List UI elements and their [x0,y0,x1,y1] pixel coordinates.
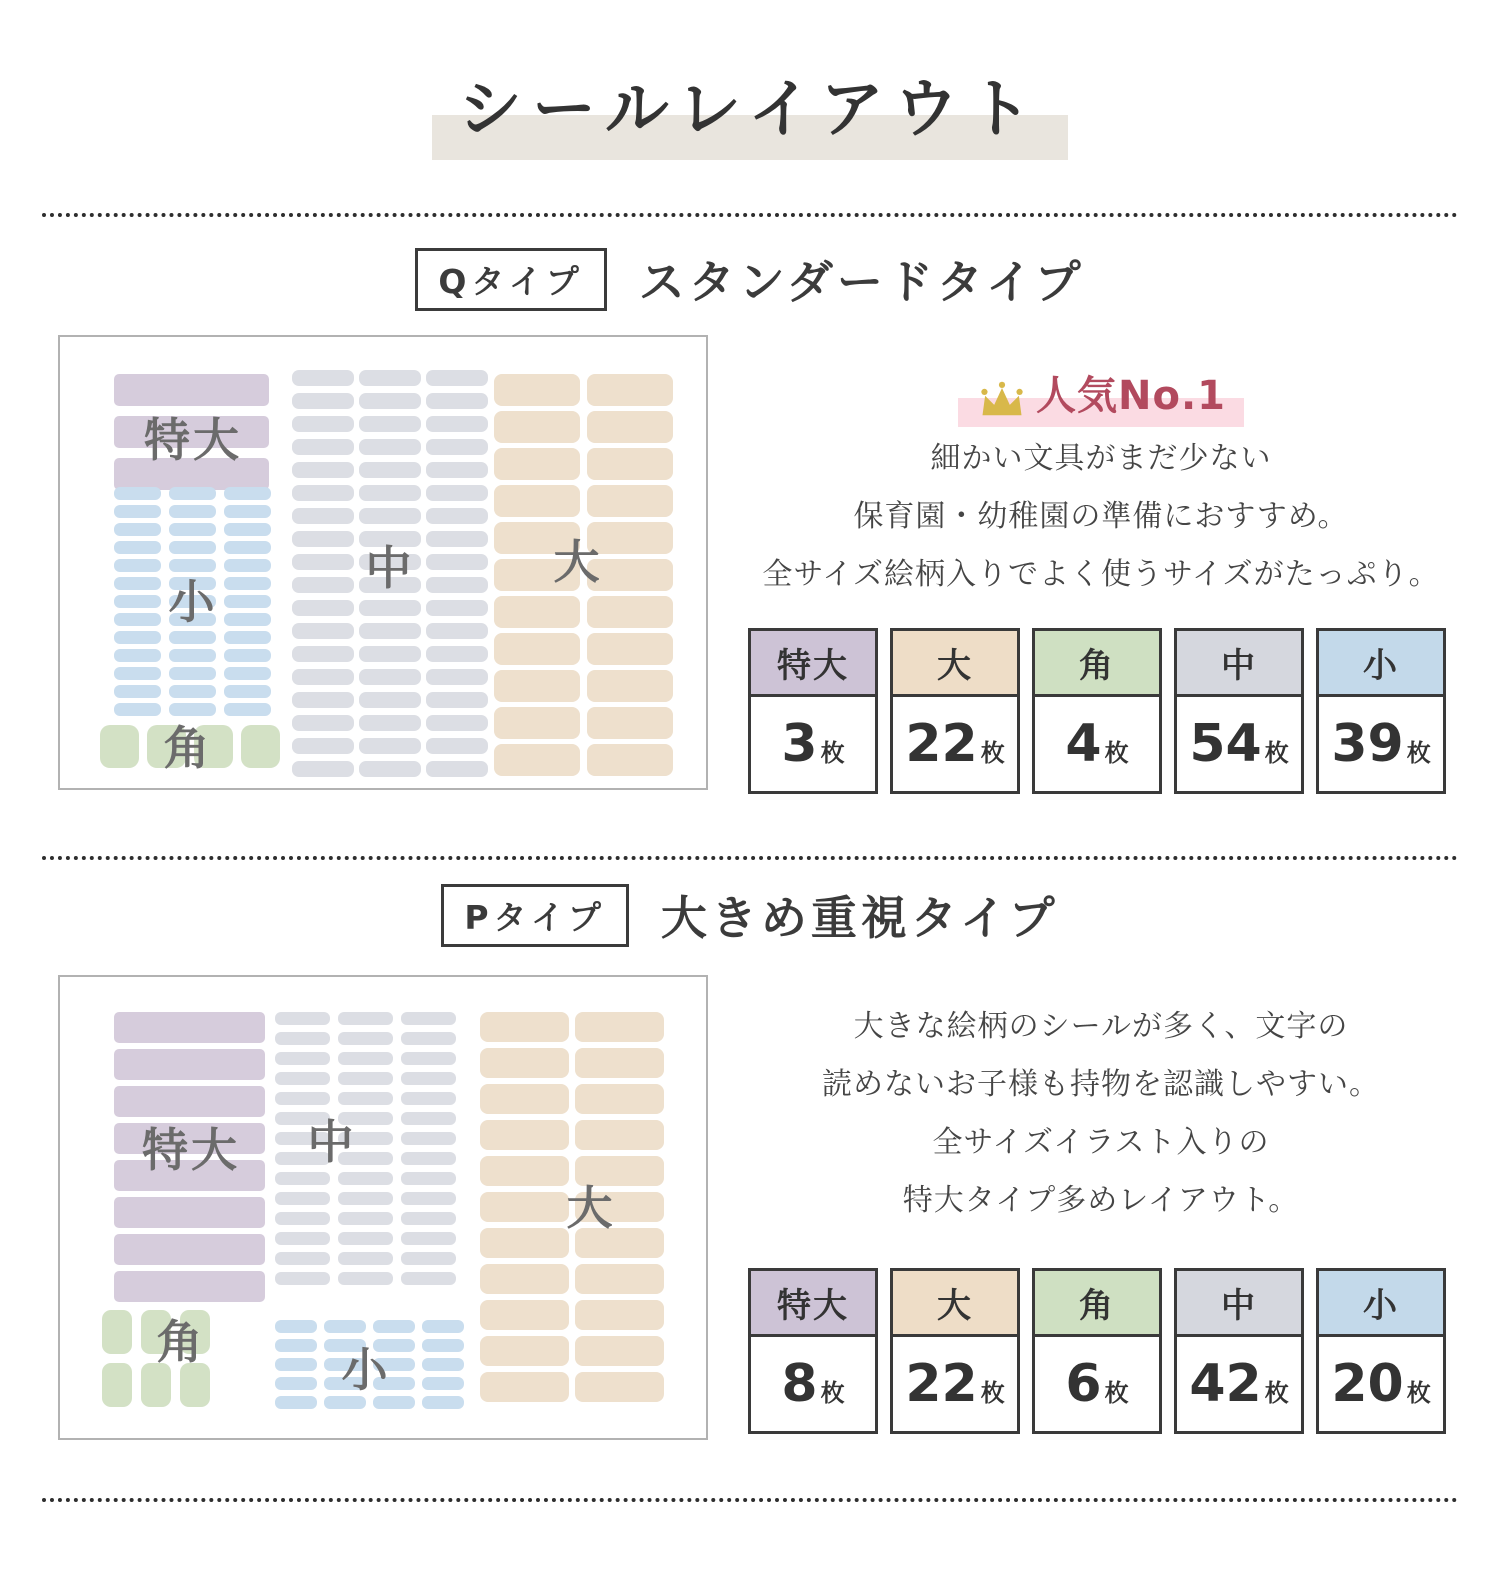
sticker-cell [292,761,354,777]
sticker-cell [169,685,216,698]
size-unit: 枚 [1104,1379,1129,1407]
sticker-cell [114,613,161,626]
sticker-cell [114,505,161,518]
sticker-cell [575,1372,664,1402]
sticker-cell [426,623,488,639]
size-unit: 枚 [820,1379,845,1407]
sticker-cell [338,1252,393,1265]
diagram-label: 小 [341,1343,391,1397]
sticker-cell [494,448,580,480]
description-line: 保育園・幼稚園の準備におすすめ。 [853,499,1349,534]
size-unit: 枚 [1104,739,1129,767]
size-cell-l [890,628,1020,794]
sticker-cell [426,531,488,547]
size-count: 4 [1065,714,1102,774]
sticker-cell [426,370,488,386]
sticker-cell [338,1172,393,1185]
sticker-cell [422,1320,464,1333]
sticker-cell [224,685,271,698]
sticker-cell [426,462,488,478]
sticker-cell [401,1152,456,1165]
size-cell-header: 小 [1319,1271,1443,1337]
sticker-cell [426,646,488,662]
sticker-cell [275,1212,330,1225]
sticker-cell [401,1012,456,1025]
section-p-heading-row [0,882,1500,948]
sticker-cell [292,416,354,432]
sticker-cell [114,703,161,716]
size-cell-header: 中 [1177,631,1301,697]
sticker-cell [480,1048,569,1078]
sticker-cell [359,738,421,754]
diagram-label: 特大 [142,1123,240,1177]
sticker-cell [224,667,271,680]
sticker-cell [426,600,488,616]
sticker-cell [480,1264,569,1294]
dotted-divider [42,856,1458,860]
size-cell-body [1177,1337,1301,1431]
sticker-cell [494,670,580,702]
sticker-cell [494,744,580,776]
sticker-cell [401,1092,456,1105]
sticker-cell [359,508,421,524]
sticker-cell [587,411,673,443]
size-count: 8 [781,1354,818,1414]
diagram-label: 角 [156,1315,206,1369]
sticker-cell [401,1252,456,1265]
size-unit: 枚 [980,1379,1005,1407]
section-q-heading-row [0,246,1500,312]
size-cell-header: 小 [1319,631,1443,697]
sticker-cell [114,1012,265,1043]
diagram-label: 中 [365,541,415,595]
sticker-cell [224,703,271,716]
sticker-cell [292,508,354,524]
sticker-cell [422,1339,464,1352]
size-cell-body [1319,1337,1443,1431]
popular-badge-label: 人気No.1 [1036,373,1226,419]
sticker-cell [292,692,354,708]
sticker-cell [275,1339,317,1352]
sticker-cell [338,1192,393,1205]
sticker-cell [338,1012,393,1025]
description-line: 大きな絵柄のシールが多く、文字の [853,1009,1349,1044]
sticker-cell [292,439,354,455]
sticker-cell [292,600,354,616]
size-cell-body [1177,697,1301,791]
sticker-cell [169,487,216,500]
sticker-cell [494,633,580,665]
sticker-cell [426,508,488,524]
sticker-cell [114,374,269,406]
sticker-cell [114,1086,265,1117]
size-cell-body [893,1337,1017,1431]
sticker-cell [401,1052,456,1065]
sticker-cell [587,596,673,628]
size-count: 22 [905,714,978,774]
sticker-cell [114,1049,265,1080]
sticker-cell [401,1272,456,1285]
popular-badge [958,364,1244,427]
sticker-cell [114,1271,265,1302]
sticker-cell [422,1396,464,1409]
sticker-cell [114,1234,265,1265]
sticker-cell [275,1072,330,1085]
sticker-cell [275,1358,317,1371]
sticker-cell [114,685,161,698]
size-cell-sq [1032,1268,1162,1434]
sticker-cell [275,1052,330,1065]
size-count: 39 [1331,714,1404,774]
sticker-cell [292,646,354,662]
sticker-cell [275,1272,330,1285]
sticker-cell [587,485,673,517]
sticker-cell [275,1232,330,1245]
sticker-cell [575,1120,664,1150]
size-cell-body [1035,697,1159,791]
sticker-cell [114,487,161,500]
page-title: シールレイアウト [432,58,1068,160]
sticker-cell [275,1032,330,1045]
sticker-cell [401,1112,456,1125]
sticker-cell [102,1363,132,1407]
sticker-cell [587,633,673,665]
description-line: 読めないお子様も持物を認識しやすい。 [822,1067,1380,1102]
sticker-cell [480,1336,569,1366]
type-badge-p: Pタイプ [441,884,629,947]
sticker-cell [426,554,488,570]
sticker-cell [359,485,421,501]
sticker-cell [338,1032,393,1045]
sticker-cell [359,439,421,455]
description-line: 細かい文具がまだ少ない [930,441,1272,476]
size-count: 20 [1331,1354,1404,1414]
diagram-label: 特大 [144,413,242,467]
sticker-cell [359,715,421,731]
sticker-cell [426,692,488,708]
sticker-cell [275,1252,330,1265]
diagram-label: 大 [566,1181,616,1235]
size-cell-header: 特大 [751,1271,875,1337]
sticker-cell [114,631,161,644]
size-cell-sq [1032,628,1162,794]
dotted-divider [42,213,1458,217]
sticker-cell [401,1212,456,1225]
size-unit: 枚 [1406,739,1431,767]
sticker-cell [224,559,271,572]
sticker-cell [587,670,673,702]
sticker-cell [224,595,271,608]
sticker-cell [338,1212,393,1225]
sticker-cell [401,1072,456,1085]
sticker-cell [575,1264,664,1294]
sticker-cell [338,1072,393,1085]
description-line: 全サイズ絵柄入りでよく使うサイズがたっぷり。 [762,557,1440,592]
sticker-cell [275,1092,330,1105]
sticker-cell [359,600,421,616]
sticker-cell [359,646,421,662]
size-cell-header: 特大 [751,631,875,697]
sticker-cell [359,393,421,409]
sticker-cell [359,370,421,386]
sticker-cell [224,487,271,500]
size-cell-m [1174,628,1304,794]
sticker-cell [401,1172,456,1185]
sticker-cell [426,738,488,754]
sticker-cell [100,725,139,768]
size-cell-body [1035,1337,1159,1431]
sticker-cell [292,531,354,547]
size-cell-body [751,697,875,791]
sticker-cell [494,411,580,443]
sticker-cell [494,707,580,739]
size-unit: 枚 [820,739,845,767]
sticker-cell [587,448,673,480]
sticker-cell [575,1084,664,1114]
sticker-cell [480,1228,569,1258]
sticker-cell [292,715,354,731]
sticker-cell [292,370,354,386]
sticker-cell [480,1156,569,1186]
sticker-cell [426,416,488,432]
diagram-p [58,975,708,1440]
sticker-cell [480,1192,569,1222]
sticker-cell [494,485,580,517]
size-cell-header: 角 [1035,1271,1159,1337]
size-cell-xl [748,628,878,794]
diagram-label: 大 [553,535,603,589]
diagram-label: 小 [168,575,218,629]
sticker-cell [114,649,161,662]
diagram-label: 角 [163,721,213,775]
sticker-cell [359,669,421,685]
sticker-cell [480,1012,569,1042]
sticker-cell [426,485,488,501]
sticker-cell [422,1358,464,1371]
section-q-heading: スタンダードタイプ [638,255,1085,309]
size-unit: 枚 [980,739,1005,767]
sticker-cell [373,1320,415,1333]
size-unit: 枚 [1264,739,1289,767]
sticker-cell [224,541,271,554]
type-badge-q: Qタイプ [415,248,606,311]
size-cell-header: 大 [893,1271,1017,1337]
size-unit: 枚 [1406,1379,1431,1407]
sticker-cell [359,761,421,777]
sticker-cell [114,595,161,608]
sticker-cell [426,577,488,593]
sticker-cell [426,669,488,685]
size-cell-body [893,697,1017,791]
sticker-cell [169,631,216,644]
sticker-cell [275,1396,317,1409]
sticker-cell [575,1048,664,1078]
sticker-cell [324,1320,366,1333]
sticker-cell [401,1132,456,1145]
sticker-cell [102,1310,132,1354]
size-cell-body [751,1337,875,1431]
size-count: 22 [905,1354,978,1414]
sticker-cell [275,1172,330,1185]
sticker-cell [338,1232,393,1245]
sticker-cell [480,1372,569,1402]
sticker-cell [587,707,673,739]
sticker-cell [338,1272,393,1285]
sticker-cell [575,1300,664,1330]
sticker-cell [224,631,271,644]
sticker-cell [359,623,421,639]
sticker-cell [338,1052,393,1065]
sticker-cell [575,1012,664,1042]
sticker-cell [275,1012,330,1025]
diagram-q [58,335,708,790]
size-count: 6 [1065,1354,1102,1414]
description-line: 特大タイプ多めレイアウト。 [902,1183,1300,1218]
sticker-cell [224,523,271,536]
size-cell-s [1316,1268,1446,1434]
diagram-label: 中 [307,1115,357,1169]
size-cell-m [1174,1268,1304,1434]
size-table-p [748,1268,1446,1434]
crown-icon [976,381,1028,421]
sticker-group-m [275,1012,456,1285]
size-cell-body [1319,697,1443,791]
sticker-cell [494,596,580,628]
sticker-cell [169,523,216,536]
dotted-divider [42,1498,1458,1502]
sticker-cell [292,393,354,409]
sticker-cell [426,715,488,731]
sticker-cell [275,1192,330,1205]
sticker-cell [292,669,354,685]
sticker-cell [224,613,271,626]
sticker-cell [114,541,161,554]
sticker-cell [359,462,421,478]
sticker-cell [292,623,354,639]
popular-badge-row [744,364,1458,427]
description-p [744,998,1458,1230]
page-title-row [0,58,1500,160]
sticker-cell [480,1084,569,1114]
sticker-cell [114,667,161,680]
sticker-cell [114,1197,265,1228]
sticker-cell [575,1336,664,1366]
sticker-cell [292,554,354,570]
sticker-cell [480,1300,569,1330]
size-cell-header: 角 [1035,631,1159,697]
sticker-cell [114,559,161,572]
description-line: 全サイズイラスト入りの [932,1125,1270,1160]
sticker-cell [292,485,354,501]
sticker-cell [292,577,354,593]
section-p-heading: 大きめ重視タイプ [660,891,1059,945]
size-cell-xl [748,1268,878,1434]
size-unit: 枚 [1264,1379,1289,1407]
size-cell-l [890,1268,1020,1434]
sticker-cell [292,738,354,754]
sticker-cell [426,761,488,777]
sticker-cell [587,744,673,776]
size-count: 3 [781,714,818,774]
sticker-cell [359,416,421,432]
sticker-cell [224,649,271,662]
sticker-cell [114,577,161,590]
sticker-cell [169,541,216,554]
sticker-cell [224,505,271,518]
sticker-cell [241,725,280,768]
sticker-cell [587,374,673,406]
sticker-cell [426,393,488,409]
sticker-cell [169,667,216,680]
sticker-cell [169,649,216,662]
sticker-cell [401,1192,456,1205]
size-count: 42 [1189,1354,1262,1414]
sticker-cell [292,462,354,478]
sticker-cell [169,505,216,518]
sticker-cell [359,692,421,708]
sticker-cell [114,523,161,536]
sticker-cell [224,577,271,590]
sticker-cell [480,1120,569,1150]
description-q [744,430,1458,604]
sticker-cell [275,1377,317,1390]
sticker-cell [494,374,580,406]
sticker-cell [426,439,488,455]
size-count: 54 [1189,714,1262,774]
sticker-cell [401,1032,456,1045]
sticker-cell [338,1092,393,1105]
sticker-cell [422,1377,464,1390]
sticker-cell [275,1320,317,1333]
size-cell-s [1316,628,1446,794]
sticker-cell [401,1232,456,1245]
size-table-q [748,628,1446,794]
size-cell-header: 大 [893,631,1017,697]
size-cell-header: 中 [1177,1271,1301,1337]
